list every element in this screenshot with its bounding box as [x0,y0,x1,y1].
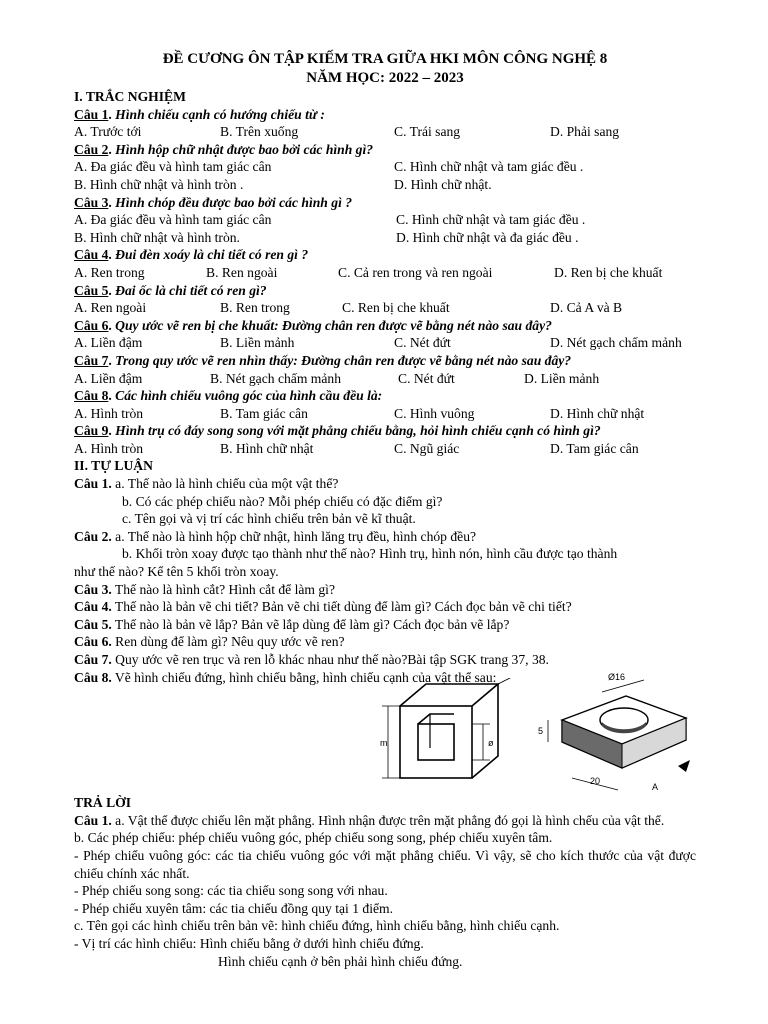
mcq-question-sep: . [108,388,112,404]
mcq-question-sep: . [108,247,112,263]
mcq-question-sep: . [108,282,112,298]
essay-q1c: c. Tên gọi và vị trí các hình chiếu trên bản vẽ kĩ thuật. [122,511,416,527]
mcq-options-row [74,176,696,194]
height-label: 5 [538,726,544,737]
doc-title-line2: NĂM HỌC: 2022 – 2023 [306,70,464,86]
essay-q4: Câu 4. Thế nào là bản vẽ chi tiết? Bản vẽ chi tiết dùng để làm gì? Cách đọc bản vẽ chi tiết? [74,599,572,615]
mcq-question [74,194,696,212]
essay-q1b: b. Có các phép chiếu nào? Mỗi phép chiếu có đặc điểm gì? [122,493,443,509]
answer-1b-central: - Phép chiếu xuyên tâm: các tia chiếu đồng quy tại 1 điểm. [74,900,393,916]
mcq-question-number: Câu 9 [74,423,109,439]
mcq-question-sep: . [108,423,112,439]
mcq-option: C. Nét đứt [394,335,451,351]
answer-1b-parallel: - Phép chiếu song song: các tia chiếu song song với nhau. [74,883,388,899]
mcq-option: A. Liền đậm [74,335,143,351]
answer-1c-position-cont: Hình chiếu cạnh ở bên phải hình chiếu đứng. [218,953,463,969]
mcq-option: B. Hình chữ nhật và hình tròn. [74,229,240,245]
mcq-option: C. Hình vuông [394,405,475,421]
mcq-question-number: Câu 5 [74,282,109,298]
diameter-label: Ø16 [608,672,626,683]
mcq-options-row [74,370,696,388]
mcq-question-text: Hình hộp chữ nhật được bao bởi các hình gì? [111,141,374,157]
essay-q3: Câu 3. Thế nào là hình cắt? Hình cắt để làm gì? [74,581,335,597]
section-multiple-choice: I. TRẮC NGHIỆM [74,89,186,104]
mcq-options-row [74,123,696,141]
mcq-question-text: Đui đèn xoáy là chi tiết có ren gì ? [111,247,309,263]
essay-q1a: Câu 1. a. Thế nào là hình chiếu của một vật thể? [74,476,339,492]
essay-q6: Câu 6. Ren dùng để làm gì? Nêu quy ước vẽ ren? [74,634,345,650]
mcq-question [74,422,696,440]
technical-drawing-square-hole [532,668,692,794]
mcq-options-row [74,264,696,282]
mcq-option: B. Trên xuống [220,124,299,140]
mcq-option: B. Ren ngoài [206,264,278,280]
mcq-option: A. Ren ngoài [74,300,147,316]
mcq-option: A. Hình tròn [74,405,144,421]
section-essay: II. TỰ LUẬN [74,458,153,474]
mcq-question-sep: . [108,141,112,157]
mcq-option: A. Đa giác đều và hình tam giác cân [74,159,272,175]
view-label: A [652,782,659,793]
essay-q8: Câu 8. Vẽ hình chiếu đứng, hình chiếu bằng, hình chiếu cạnh của vật thể sau: [74,669,497,685]
mcq-question-text: Hình chiếu cạnh có hướng chiếu từ : [111,106,325,122]
mcq-option: B. Nét gạch chấm mảnh [210,370,341,386]
width-label: 20 [590,776,601,787]
mcq-list [74,106,696,458]
mcq-question-number: Câu 8 [74,388,109,404]
answer-heading: TRẢ LỜI [74,795,132,811]
mcq-question-text: Hình trụ có đáy song song với mặt phẳng chiếu bằng, hỏi hình chiếu cạnh có hình gì? [111,423,601,439]
mcq-option: A. Liền đậm [74,370,143,386]
answer-1c-position: - Vị trí các hình chiếu: Hình chiếu bằng ở dưới hình chiếu đứng. [74,935,424,951]
mcq-question [74,387,696,405]
answer-1a: Câu 1. a. Vật thể được chiếu lên mặt phẳng. Hình nhận được trên mặt phẳng đó gọi là hình chếu của vật thể. [74,812,665,828]
mcq-question-number: Câu 3 [74,194,109,210]
mcq-question-sep: . [108,352,112,368]
mcq-question-number: Câu 6 [74,317,109,333]
dim-label-left: m [380,738,388,749]
mcq-option: B. Hình chữ nhật [220,440,314,456]
document-page [74,50,696,970]
essay-q7: Câu 7. Quy ước vẽ ren trục và ren lỗ khác nhau như thế nào?Bài tập SGK trang 37, 38. [74,652,549,667]
mcq-option: C. Nét đứt [398,370,455,386]
answer-1b-orthogonal: - Phép chiếu vuông góc: các tia chiếu vuông góc với mặt phẳng chiếu. Vì vậy, sẽ cho kích thước của vật được chiếu chính xác nhất. [74,847,696,881]
mcq-question-text: Hình chóp đều được bao bởi các hình gì ? [111,194,353,210]
mcq-question [74,317,696,335]
mcq-question-sep: . [108,317,112,333]
mcq-option: C. Cả ren trong và ren ngoài [338,264,493,280]
mcq-question-sep: . [108,194,112,210]
essay-q2a: Câu 2. a. Thế nào là hình hộp chữ nhật, hình lăng trụ đều, hình chóp đều? [74,528,477,544]
mcq-option: A. Ren trong [74,264,145,280]
mcq-option: B. Liền mảnh [220,335,295,351]
mcq-options-row [74,158,696,176]
view-arrow-icon [678,760,690,772]
doc-title-line1: ĐỀ CƯƠNG ÔN TẬP KIẾM TRA GIỮA HKI MÔN CÔNG NGHỆ 8 [162,51,608,67]
mcq-question [74,282,696,300]
mcq-option: D. Hình chữ nhật. [394,176,492,192]
mcq-option: C. Hình chữ nhật và tam giác đều . [394,159,584,175]
mcq-question [74,352,696,370]
mcq-question-text: Đai ốc là chi tiết có ren gì? [111,282,267,298]
mcq-question-text: Quy ước vẽ ren bị che khuất: Đường chân ren được vẽ bằng nét nào sau đây? [111,317,552,333]
mcq-option: D. Ren bị che khuất [554,264,663,280]
mcq-option: D. Liền mảnh [524,370,600,386]
mcq-option: A. Hình tròn [74,440,144,456]
mcq-option: C. Ngũ giác [394,440,460,456]
mcq-question-text: Trong quy ước vẽ ren nhìn thấy: Đường chân ren được vẽ bằng nét nào sau đây? [111,352,572,368]
mcq-option: A. Trước tới [74,124,142,140]
mcq-option: B. Ren trong [220,300,290,316]
answer-1b: b. Các phép chiếu: phép chiếu vuông góc, phép chiếu song song, phép chiếu xuyên tâm. [74,830,553,846]
mcq-option: D. Tam giác cân [550,440,639,456]
mcq-question-number: Câu 2 [74,141,109,157]
mcq-option: C. Ren bị che khuất [342,300,450,316]
mcq-options-row [74,440,696,458]
mcq-option: D. Cả A và B [550,300,623,316]
mcq-question [74,246,696,264]
essay-q5: Câu 5. Thế nào là bản vẽ lắp? Bản vẽ lắp dùng để làm gì? Cách đọc bản vẽ lắp? [74,616,510,632]
mcq-options-row [74,405,696,423]
mcq-question-sep: . [108,106,112,122]
mcq-option: B. Tam giác cân [220,405,308,421]
mcq-option: D. Nét gạch chấm mảnh [550,335,682,351]
mcq-option: B. Hình chữ nhật và hình tròn . [74,176,244,192]
mcq-question [74,141,696,159]
mcq-question [74,106,696,124]
mcq-option: A. Đa giác đều và hình tam giác cân [74,212,272,228]
mcq-options-row [74,334,696,352]
mcq-question-number: Câu 4 [74,247,109,263]
dim-label-right: ø [488,738,494,749]
mcq-question-text: Các hình chiếu vuông góc của hình cầu đều là: [111,388,383,404]
essay-q2b-cont: như thế nào? Kể tên 5 khối tròn xoay. [74,564,279,580]
mcq-option: D. Hình chữ nhật và đa giác đều . [396,229,579,245]
answer-1c: c. Tên gọi các hình chiếu trên bản vẽ: hình chiếu đứng, hình chiếu bằng, hình chiếu cạnh. [74,918,560,934]
mcq-options-row [74,299,696,317]
mcq-question-number: Câu 1 [74,106,109,122]
mcq-options-row [74,211,696,229]
essay-q2b: b. Khối tròn xoay được tạo thành như thế nào? Hình trụ, hình nón, hình cầu được tạo thành [122,546,618,562]
mcq-option: C. Hình chữ nhật và tam giác đều . [396,212,586,228]
mcq-question-number: Câu 7 [74,352,109,368]
mcq-option: C. Trái sang [394,124,461,140]
mcq-option: D. Hình chữ nhật [550,405,645,421]
technical-drawing-block [378,678,518,782]
mcq-options-row [74,229,696,247]
mcq-option: D. Phải sang [550,124,620,140]
